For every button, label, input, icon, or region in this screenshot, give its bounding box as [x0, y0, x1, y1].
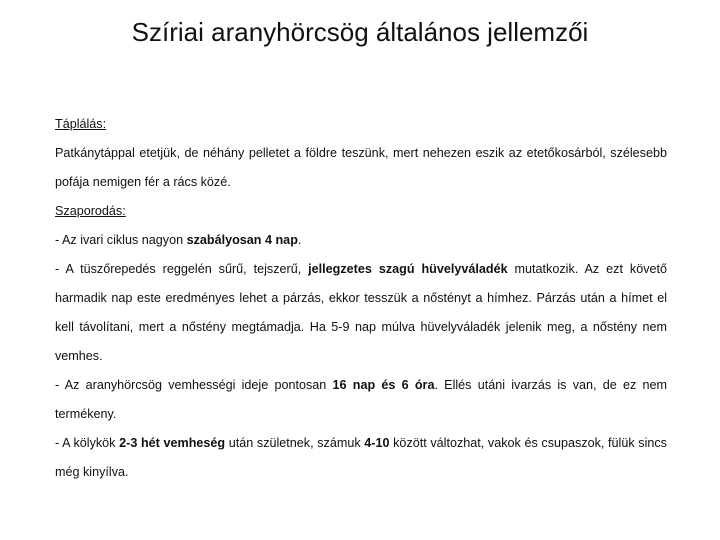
text-run: után születnek, számuk	[225, 436, 365, 450]
text-run: .	[297, 233, 302, 247]
text-run: - A kölykök	[55, 436, 120, 450]
reproduction-heading: Szaporodás:	[55, 204, 126, 218]
emphasis-text: 2-3 hét vemheség	[119, 436, 226, 450]
text-run: - Az ivari ciklus nagyon	[55, 233, 187, 247]
feeding-heading: Táplálás:	[55, 117, 107, 131]
text-run: . Ellés utáni ivarzás is van, de ez nem termékeny.	[55, 378, 667, 421]
emphasis-text: jellegzetes szagú hüvelyváladék	[308, 262, 508, 276]
reproduction-paragraph-3	[55, 371, 667, 429]
slide-content	[55, 110, 667, 487]
emphasis-text: 16 nap és 6 óra	[332, 378, 435, 392]
text-run: - Az aranyhörcsög vemhességi ideje pontosan	[55, 378, 333, 392]
reproduction-paragraph-4	[55, 429, 667, 487]
text-run: mutatkozik. Az ezt követő harmadik nap este eredményes lehet a párzás, ekkor tesszük a nőstényt a hímhez. Párzás után a hímet el kell távolítani, mert a nőstény megtámadja. Ha 5-9 nap múlva hüvelyváladék jelenik meg, a nőstény nem vemhes.	[55, 262, 668, 363]
text-run: - A tüszőrepedés reggelén sűrű, tejszerű,	[55, 262, 309, 276]
reproduction-paragraph-2	[55, 255, 667, 371]
reproduction-paragraph-1	[55, 226, 667, 255]
feeding-paragraph: Patkánytáppal etetjük, de néhány pelletet a földre teszünk, mert nehezen eszik az etetőkosárból, szélesebb pofája nemigen fér a rács közé.	[55, 146, 667, 189]
emphasis-text: 4-10	[364, 436, 390, 450]
text-run: között változhat, vakok és csupaszok, fülük sincs még kinyílva.	[55, 436, 667, 479]
emphasis-text: szabályosan 4 nap	[186, 233, 298, 247]
page-title: Szíriai aranyhörcsög általános jellemzői	[131, 17, 589, 47]
